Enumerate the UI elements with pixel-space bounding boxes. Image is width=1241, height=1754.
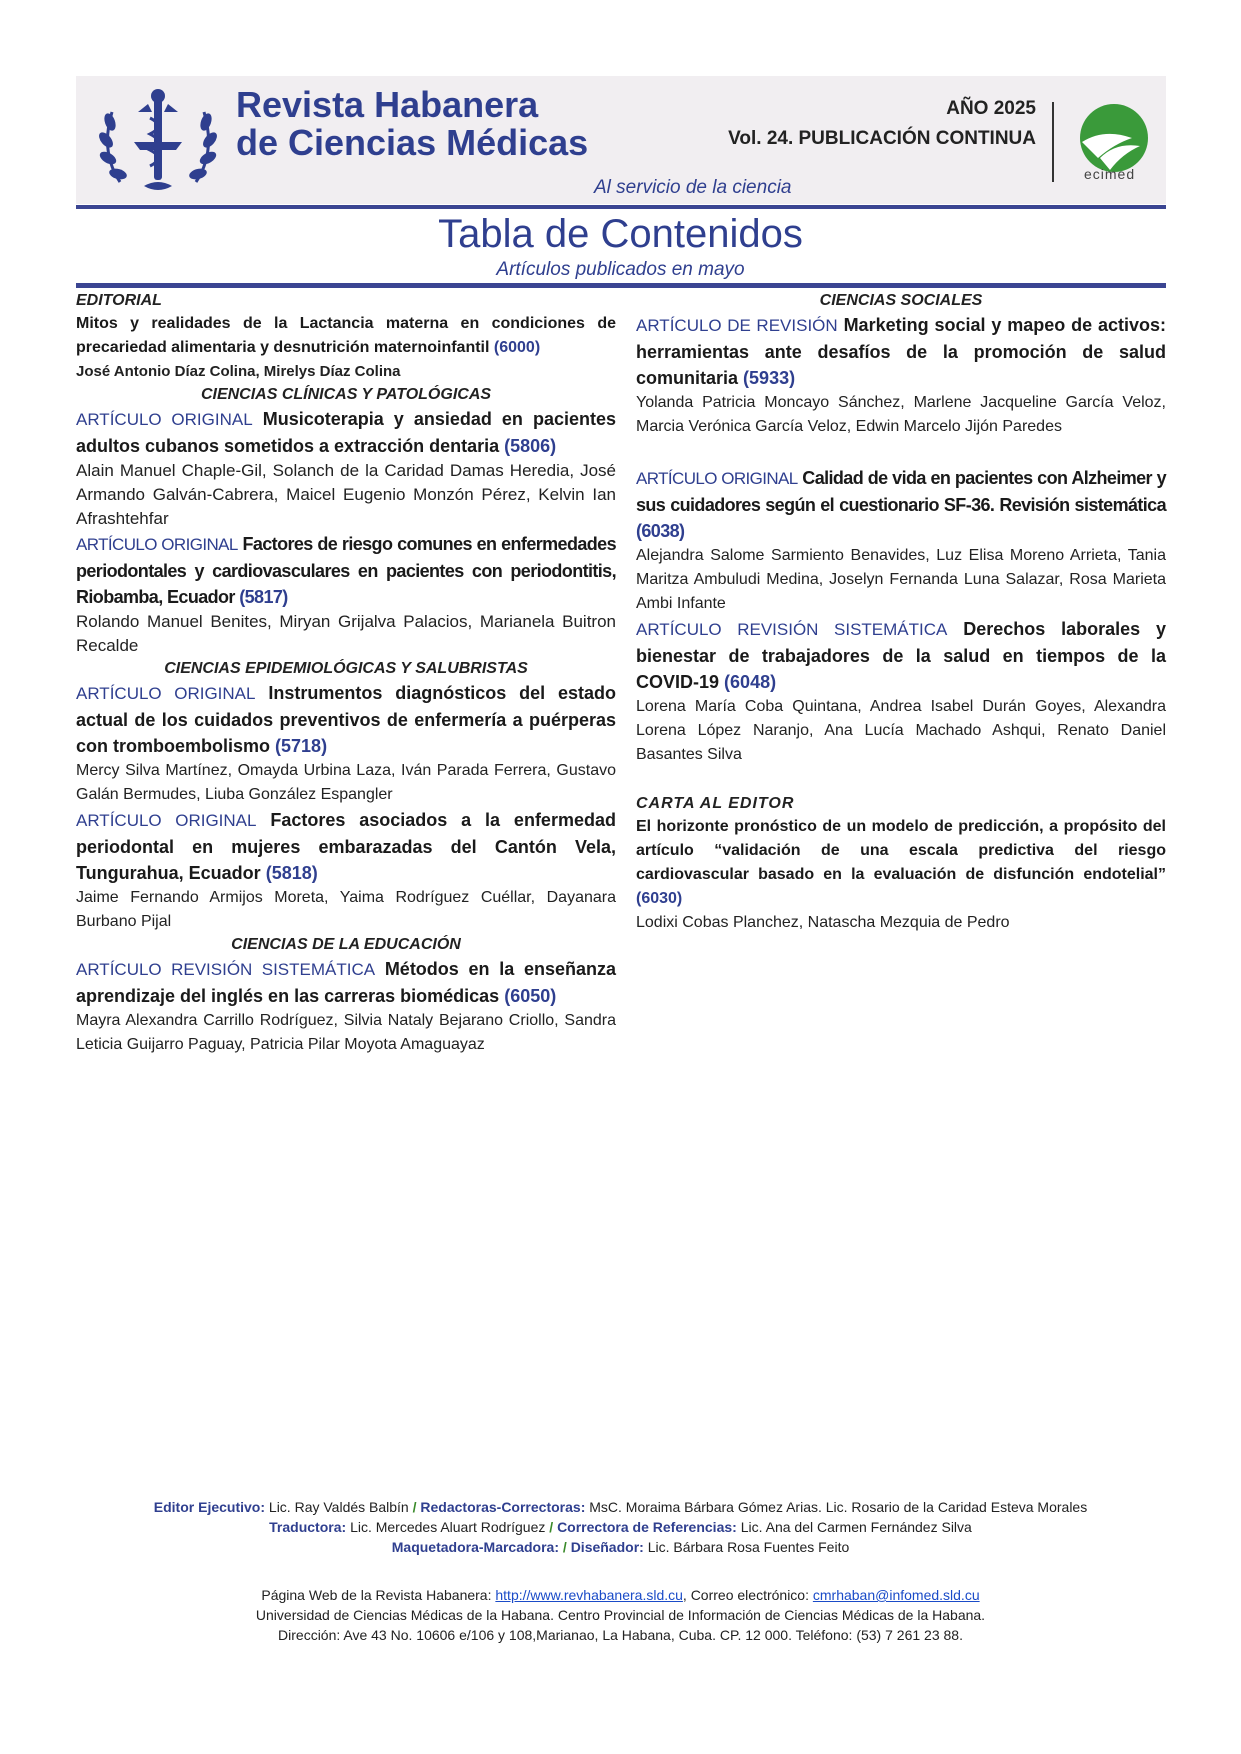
staff-line-3 bbox=[0, 1537, 1241, 1557]
staff-role: Diseñador: bbox=[570, 1539, 644, 1555]
article-authors: Lorena María Coba Quintana, Andrea Isabel Durán Goyes, Alexandra Lorena López Naranjo, Ana Lucía Machado Ashqui, Renato Daniel Basantes Silva bbox=[636, 698, 1166, 763]
article-title bbox=[636, 465, 1166, 544]
article-authors: Rolando Manuel Benites, Miryan Grijalva Palacios, Marianela Buitron Recalde bbox=[76, 612, 616, 655]
staff-role: Editor Ejecutivo: bbox=[153, 1499, 266, 1515]
article-number-link[interactable]: (5933) bbox=[743, 368, 796, 388]
section-carta-editor: CARTA AL EDITOR bbox=[636, 795, 795, 812]
toc-title: Tabla de Contenidos bbox=[438, 212, 803, 256]
toc-subtitle: Artículos publicados en mayo bbox=[496, 259, 745, 280]
article-title bbox=[76, 956, 616, 1009]
article-entry bbox=[636, 616, 1166, 767]
article-title-text: Factores de riesgo comunes en enfermedades periodontales y cardiovasculares en pacientes con periodontitis, Riobamba, Ecuador bbox=[76, 534, 616, 607]
toc-rule bbox=[76, 283, 1166, 288]
journal-emblem-icon bbox=[90, 82, 226, 200]
article-entry bbox=[76, 680, 616, 807]
article-title bbox=[76, 680, 616, 759]
university-line: Universidad de Ciencias Médicas de la Habana. Centro Provincial de Información de Ciencias Médicas de la Habana. bbox=[255, 1607, 986, 1623]
publication-year: AÑO 2025 bbox=[946, 98, 1036, 119]
journal-tagline: Al servicio de la ciencia bbox=[594, 177, 792, 198]
article-type: ARTÍCULO ORIGINAL bbox=[76, 811, 257, 830]
staff-role: Correctora de Referencias: bbox=[557, 1519, 737, 1535]
section-sociales: CIENCIAS SOCIALES bbox=[819, 292, 983, 309]
article-title bbox=[636, 312, 1166, 391]
article-entry bbox=[76, 956, 616, 1057]
article-number-link[interactable]: (5806) bbox=[504, 436, 557, 456]
staff-separator: / bbox=[562, 1539, 567, 1555]
staff-role: Redactoras-Correctoras: bbox=[420, 1499, 586, 1515]
article-title bbox=[76, 531, 616, 610]
staff-name: Lic. Mercedes Aluart Rodríguez bbox=[350, 1519, 546, 1535]
article-type: ARTÍCULO ORIGINAL bbox=[76, 410, 253, 429]
section-epidemiologicas: CIENCIAS EPIDEMIOLÓGICAS Y SALUBRISTAS bbox=[164, 660, 528, 677]
staff-line-1 bbox=[0, 1497, 1241, 1517]
article-number-link[interactable]: (5818) bbox=[265, 863, 318, 883]
web-label: Página Web de la Revista Habanera: bbox=[261, 1587, 492, 1603]
article-number-link[interactable]: (5817) bbox=[239, 587, 288, 607]
editorial-staff bbox=[0, 1497, 1241, 1557]
staff-line-2 bbox=[0, 1517, 1241, 1537]
letter-entry bbox=[636, 815, 1166, 935]
article-number-link[interactable]: (6048) bbox=[724, 672, 777, 692]
right-column bbox=[636, 290, 1166, 935]
article-number-link[interactable]: (6050) bbox=[504, 986, 557, 1006]
header-rule bbox=[76, 205, 1166, 209]
journal-title-line1: Revista Habanera bbox=[236, 84, 539, 125]
staff-name: Lic. Bárbara Rosa Fuentes Feito bbox=[647, 1539, 850, 1555]
staff-name: MsC. Moraima Bárbara Gómez Arias. Lic. Rosario de la Caridad Esteva Morales bbox=[589, 1499, 1088, 1515]
article-type: ARTÍCULO DE REVISIÓN bbox=[636, 316, 838, 335]
article-authors: José Antonio Díaz Colina, Mirelys Díaz Colina bbox=[76, 363, 401, 380]
section-educacion: CIENCIAS DE LA EDUCACIÓN bbox=[231, 936, 461, 953]
article-entry bbox=[76, 807, 616, 934]
article-title-text: El horizonte pronóstico de un modelo de predicción, a propósito del artículo “validación de una escala predictiva del riesgo cardiovascular basado en la evaluación de disfunción endotelial” bbox=[636, 818, 1166, 883]
section-clinicas: CIENCIAS CLÍNICAS Y PATOLÓGICAS bbox=[200, 386, 492, 403]
article-title bbox=[76, 406, 616, 459]
article-title bbox=[76, 807, 616, 886]
article-type: ARTÍCULO ORIGINAL bbox=[76, 684, 256, 703]
journal-header bbox=[76, 76, 1166, 204]
email-label: , Correo electrónico: bbox=[682, 1587, 809, 1603]
email-link[interactable]: cmrhaban@infomed.sld.cu bbox=[812, 1587, 980, 1603]
article-authors: Jaime Fernando Armijos Moreta, Yaima Rodríguez Cuéllar, Dayanara Burbano Pijal bbox=[76, 889, 616, 930]
article-title-text: Musicoterapia y ansiedad en pacientes adultos cubanos sometidos a extracción dentaria bbox=[76, 409, 616, 456]
article-entry bbox=[636, 312, 1166, 439]
article-type: ARTÍCULO ORIGINAL bbox=[636, 469, 798, 488]
publication-volume: Vol. 24. PUBLICACIÓN CONTINUA bbox=[728, 128, 1036, 149]
article-number-link[interactable]: (6030) bbox=[636, 890, 683, 907]
staff-role: Maquetadora-Marcadora: bbox=[391, 1539, 560, 1555]
staff-separator: / bbox=[549, 1519, 554, 1535]
staff-separator: / bbox=[412, 1499, 417, 1515]
staff-name: Lic. Ana del Carmen Fernández Silva bbox=[740, 1519, 972, 1535]
website-link[interactable]: http://www.revhabanera.sld.cu bbox=[495, 1587, 683, 1603]
contact-web-line bbox=[0, 1585, 1241, 1605]
section-editorial: EDITORIAL bbox=[76, 292, 162, 309]
article-authors: Mercy Silva Martínez, Omayda Urbina Laza, Iván Parada Ferrera, Gustavo Galán Bermudes, Liuba González Espangler bbox=[76, 762, 616, 803]
article-title-text: Marketing social y mapeo de activos: herramientas ante desafíos de la promoción de salud comunitaria bbox=[636, 315, 1166, 388]
journal-title bbox=[236, 86, 588, 162]
article-title-text: Instrumentos diagnósticos del estado actual de los cuidados preventivos de enfermería a puérperas con tromboembolismo bbox=[76, 683, 616, 756]
article-authors: Mayra Alexandra Carrillo Rodríguez, Silvia Nataly Bejarano Criollo, Sandra Leticia Guijarro Paguay, Patricia Pilar Moyota Amaguayaz bbox=[76, 1012, 616, 1053]
article-title bbox=[76, 312, 616, 360]
article-number-link[interactable]: (6000) bbox=[493, 339, 541, 356]
staff-name: Lic. Ray Valdés Balbín bbox=[268, 1499, 409, 1515]
article-authors: Alejandra Salome Sarmiento Benavides, Luz Elisa Moreno Arrieta, Tania Maritza Ambuludi Medina, Joselyn Fernanda Luna Salazar, Rosa Marieta Ambi Infante bbox=[636, 547, 1166, 612]
article-number-link[interactable]: (5718) bbox=[275, 736, 328, 756]
contact-info bbox=[0, 1585, 1241, 1645]
article-entry bbox=[636, 465, 1166, 616]
article-type: ARTÍCULO ORIGINAL bbox=[76, 535, 238, 554]
article-authors: Alain Manuel Chaple-Gil, Solanch de la Caridad Damas Heredia, José Armando Galván-Cabrera, Maicel Eugenio Monzón Pérez, Kelvin Ian Afrashtehfar bbox=[76, 461, 616, 528]
article-entry bbox=[76, 406, 616, 531]
spacer bbox=[636, 767, 1166, 793]
article-authors: Lodixi Cobas Planchez, Natascha Mezquia de Pedro bbox=[636, 914, 1010, 931]
article-title-text: Métodos en la enseñanza aprendizaje del inglés en las carreras biomédicas bbox=[76, 959, 616, 1006]
article-title-text: Mitos y realidades de la Lactancia materna en condiciones de precariedad alimentaria y desnutrición maternoinfantil bbox=[76, 315, 616, 356]
address-line: Dirección: Ave 43 No. 10606 e/106 y 108,Marianao, La Habana, Cuba. CP. 12 000. Teléfono: (53) 7 261 23 88. bbox=[278, 1627, 963, 1643]
article-title bbox=[636, 616, 1166, 695]
left-column bbox=[76, 290, 616, 1057]
article-title-text: Calidad de vida en pacientes con Alzheimer y sus cuidadores según el cuestionario SF-36. Revisión sistemática bbox=[636, 468, 1166, 515]
article-title-text: Derechos laborales y bienestar de trabajadores de la salud en tiempos de la COVID-19 bbox=[636, 619, 1166, 692]
journal-title-line2: de Ciencias Médicas bbox=[236, 122, 589, 163]
spacer bbox=[636, 439, 1166, 465]
article-authors: Yolanda Patricia Moncayo Sánchez, Marlene Jacqueline García Veloz, Marcia Verónica García Veloz, Edwin Marcelo Jijón Paredes bbox=[636, 394, 1166, 435]
ecimed-logo-text: ecimed bbox=[1084, 166, 1136, 182]
staff-role: Traductora: bbox=[269, 1519, 347, 1535]
article-title-text: Factores asociados a la enfermedad periodontal en mujeres embarazadas del Cantón Vela, Tungurahua, Ecuador bbox=[76, 810, 616, 883]
article-type: ARTÍCULO REVISIÓN SISTEMÁTICA bbox=[636, 620, 948, 639]
editorial-entry bbox=[76, 312, 616, 384]
article-entry bbox=[76, 531, 616, 658]
header-divider bbox=[1052, 102, 1054, 182]
article-type: ARTÍCULO REVISIÓN SISTEMÁTICA bbox=[76, 960, 376, 979]
article-number-link[interactable]: (6038) bbox=[636, 521, 685, 541]
article-title bbox=[636, 815, 1166, 911]
